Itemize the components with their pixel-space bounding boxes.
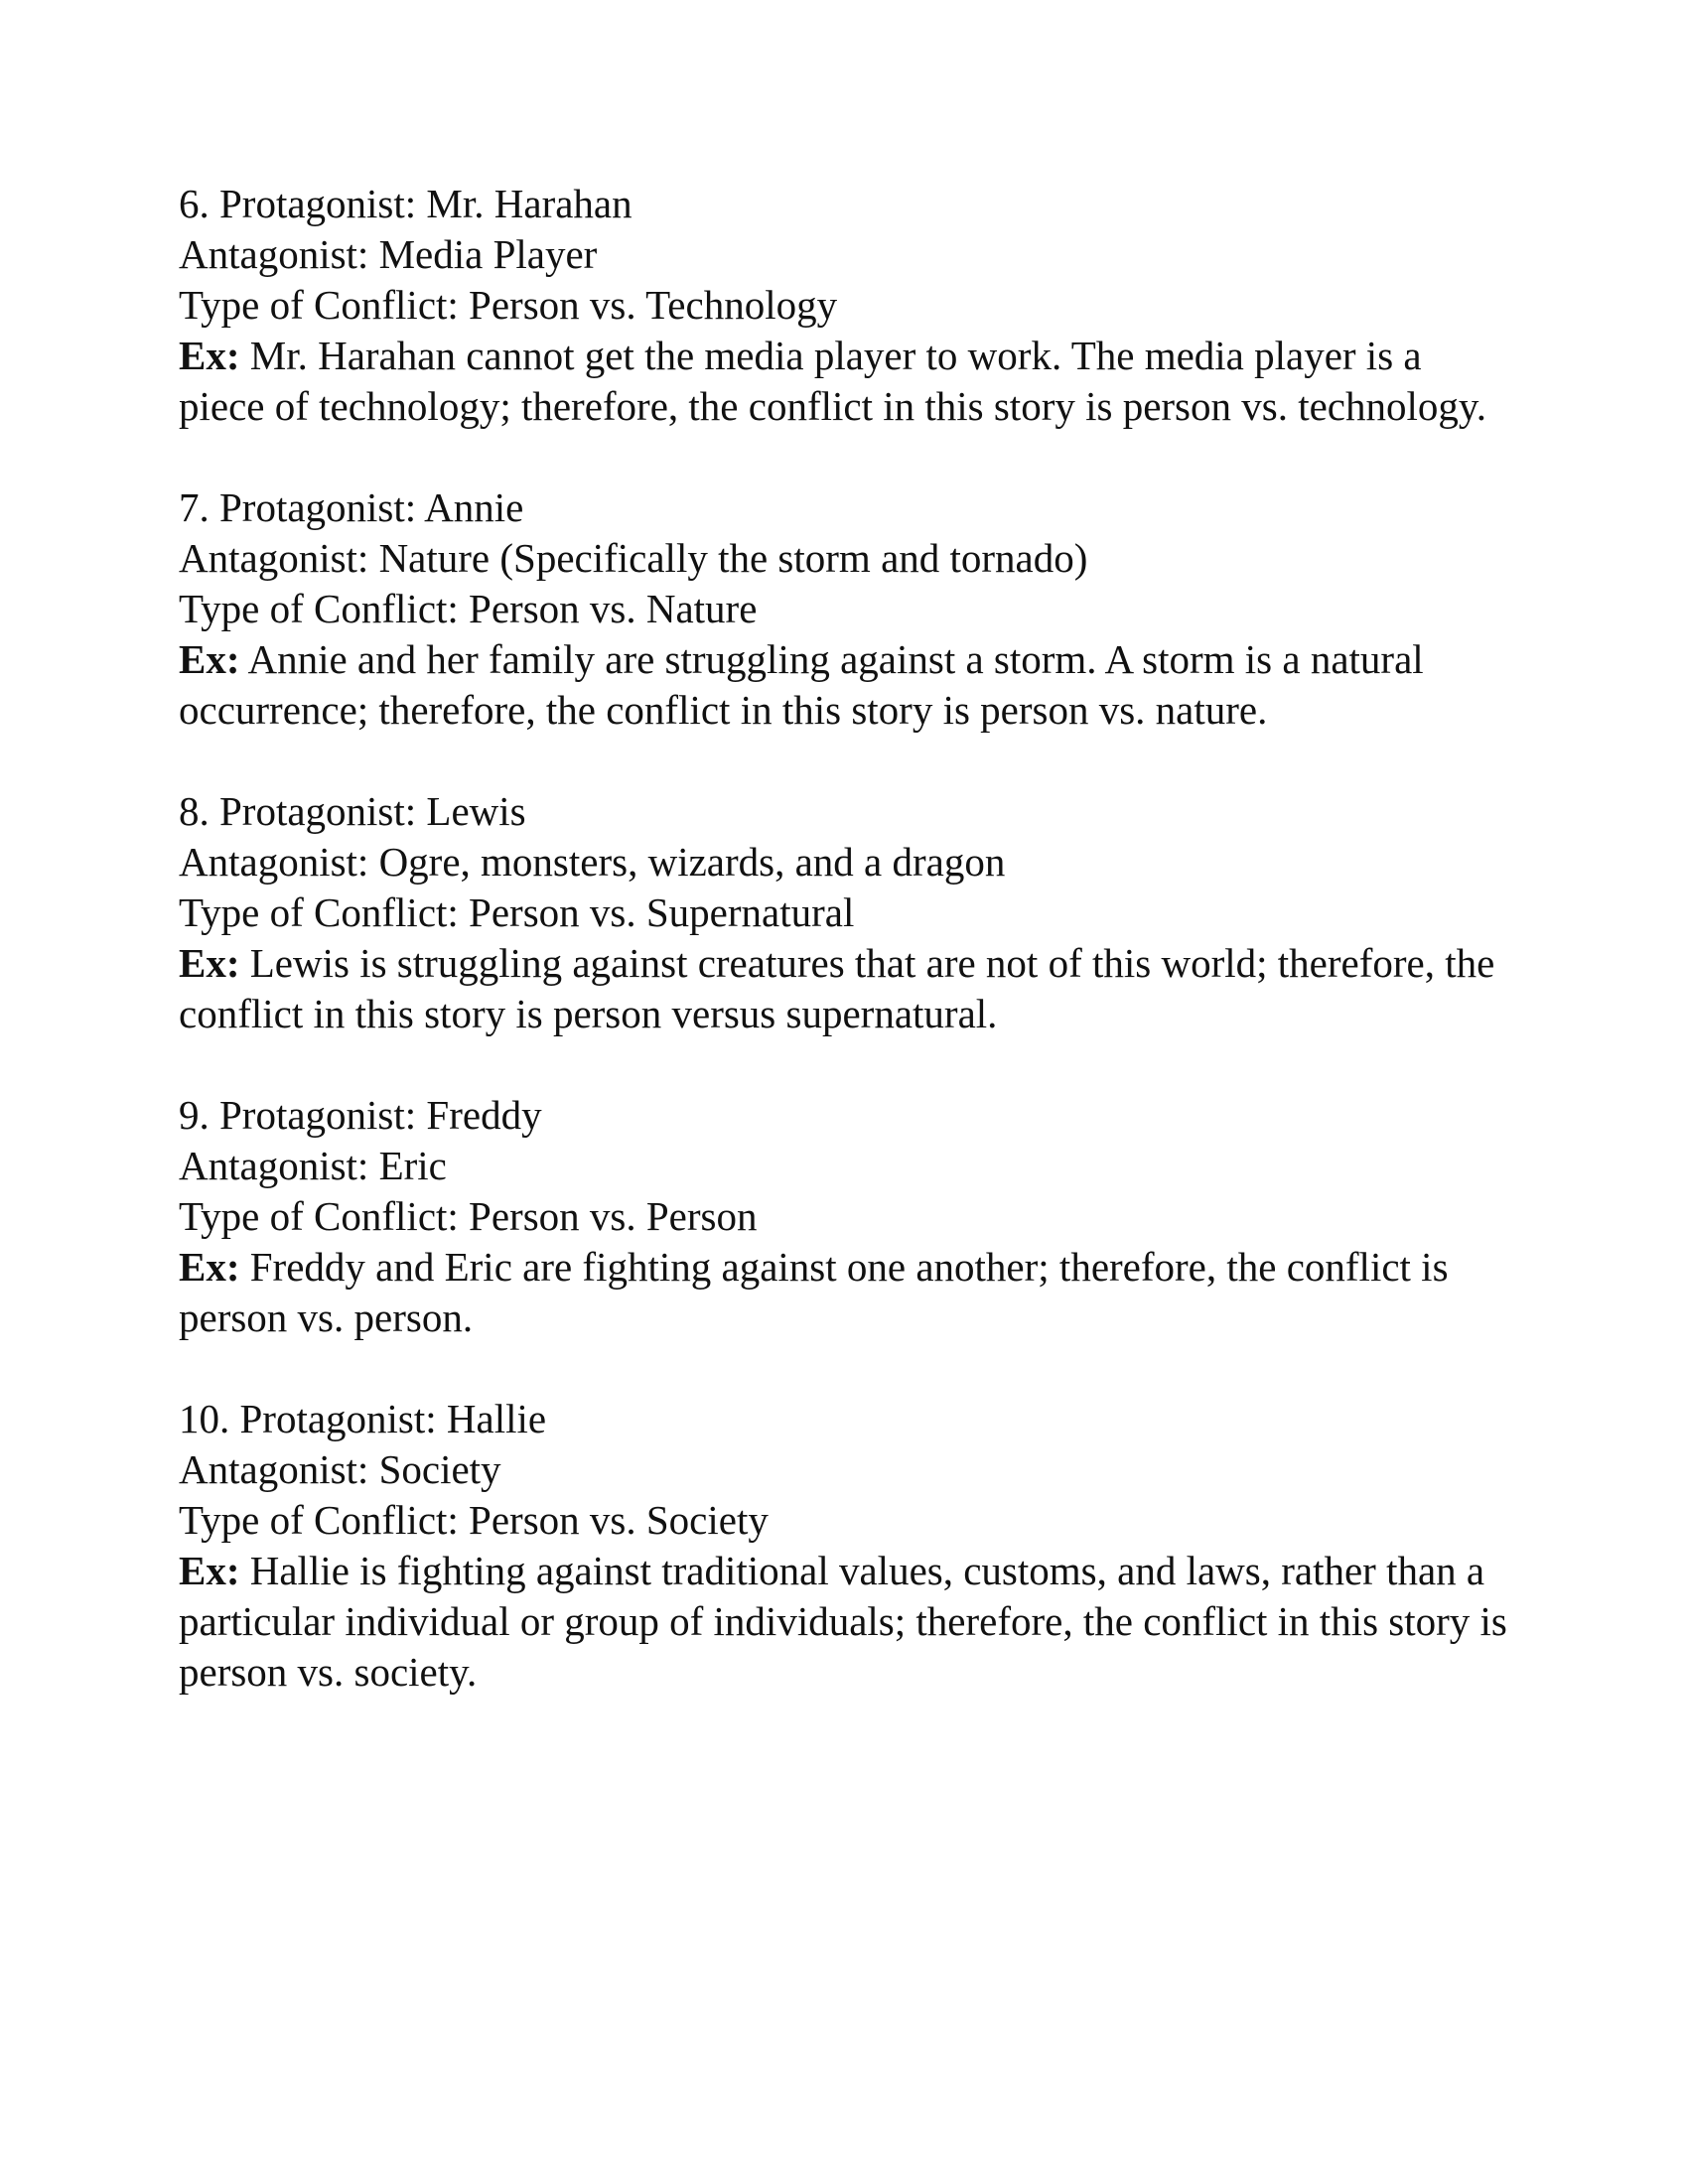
conflict-type-line: Type of Conflict: Person vs. Person xyxy=(179,1193,758,1239)
protagonist-line: 7. Protagonist: Annie xyxy=(179,484,524,530)
answer-item-8 xyxy=(179,786,1509,1039)
antagonist-line: Antagonist: Society xyxy=(179,1446,501,1492)
explanation xyxy=(179,1242,1509,1343)
explanation-label: Ex: xyxy=(179,333,240,378)
explanation xyxy=(179,938,1509,1039)
antagonist-line: Antagonist: Media Player xyxy=(179,231,598,277)
explanation xyxy=(179,1546,1509,1698)
answer-item-6 xyxy=(179,179,1509,432)
conflict-type-line: Type of Conflict: Person vs. Technology xyxy=(179,282,838,328)
explanation-label: Ex: xyxy=(179,940,240,986)
antagonist-line: Antagonist: Ogre, monsters, wizards, and a dragon xyxy=(179,839,1006,885)
antagonist-line: Antagonist: Eric xyxy=(179,1143,447,1188)
conflict-type-line: Type of Conflict: Person vs. Society xyxy=(179,1497,769,1543)
explanation-text: Annie and her family are struggling against a storm. A storm is a natural occurrence; therefore, the conflict in this story is person vs. nature. xyxy=(179,636,1424,733)
explanation-text: Hallie is fighting against traditional values, customs, and laws, rather than a particular individual or group of individuals; therefore, the conflict in this story is person vs. society. xyxy=(179,1548,1507,1695)
answer-item-7 xyxy=(179,482,1509,736)
answer-item-9 xyxy=(179,1090,1509,1343)
explanation-label: Ex: xyxy=(179,1244,240,1290)
protagonist-line: 6. Protagonist: Mr. Harahan xyxy=(179,181,633,226)
explanation-label: Ex: xyxy=(179,636,240,682)
protagonist-line: 9. Protagonist: Freddy xyxy=(179,1092,542,1138)
conflict-type-line: Type of Conflict: Person vs. Supernatural xyxy=(179,889,855,935)
antagonist-line: Antagonist: Nature (Specifically the storm and tornado) xyxy=(179,535,1088,581)
explanation-text: Mr. Harahan cannot get the media player to work. The media player is a piece of technology; therefore, the conflict in this story is person vs. technology. xyxy=(179,333,1486,429)
explanation-label: Ex: xyxy=(179,1548,240,1593)
protagonist-line: 8. Protagonist: Lewis xyxy=(179,788,526,834)
explanation-text: Freddy and Eric are fighting against one another; therefore, the conflict is person vs. person. xyxy=(179,1244,1449,1340)
explanation xyxy=(179,331,1509,432)
protagonist-line: 10. Protagonist: Hallie xyxy=(179,1396,547,1441)
conflict-type-line: Type of Conflict: Person vs. Nature xyxy=(179,586,758,631)
explanation-text: Lewis is struggling against creatures that are not of this world; therefore, the conflict in this story is person versus supernatural. xyxy=(179,940,1495,1036)
answer-item-10 xyxy=(179,1394,1509,1698)
explanation xyxy=(179,634,1509,736)
answer-key-page xyxy=(179,179,1509,1748)
